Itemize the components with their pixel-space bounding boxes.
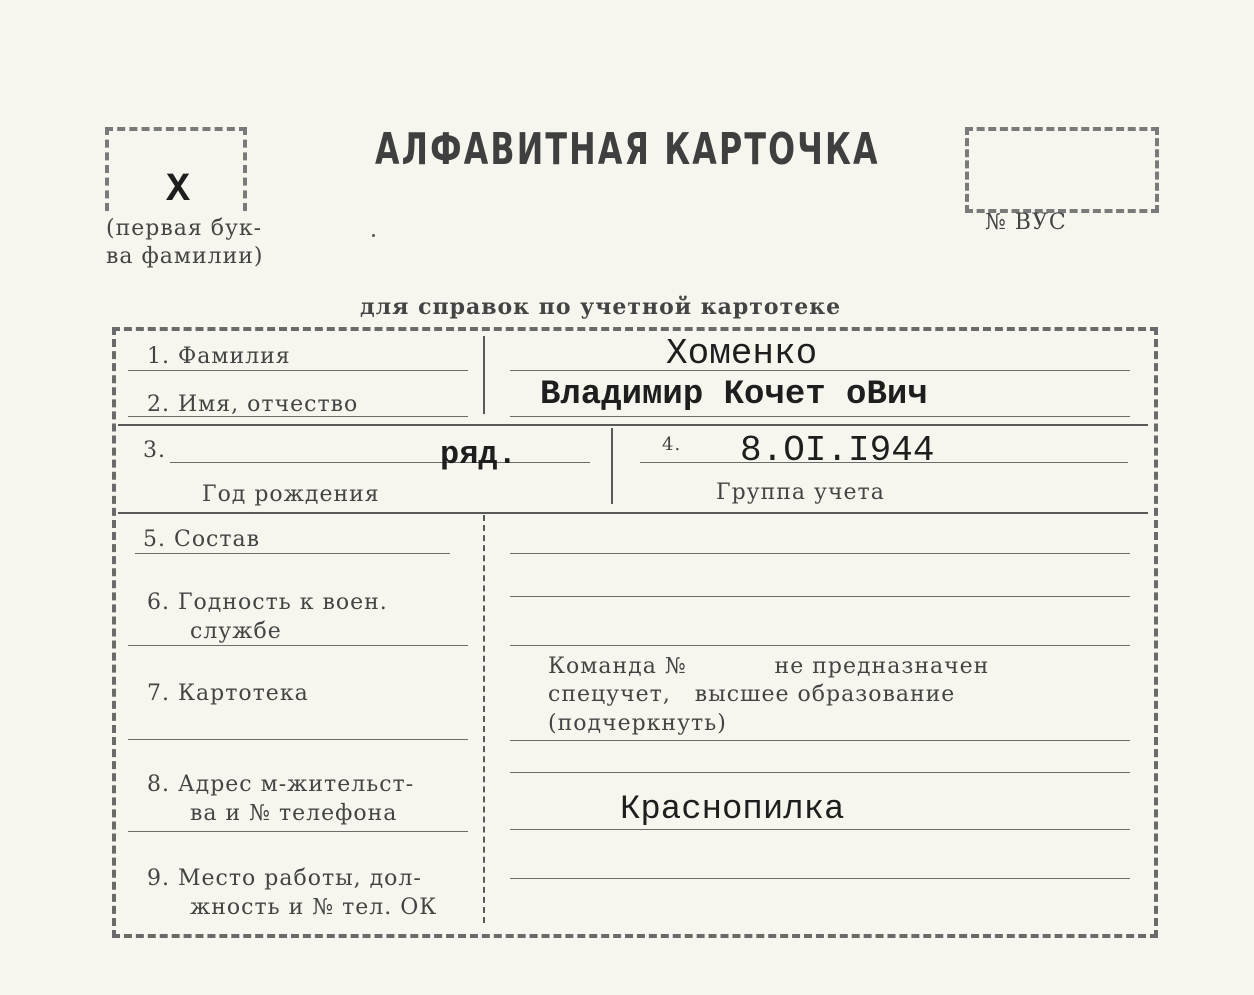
field-file-note-line3: (подчеркнуть)	[548, 711, 727, 736]
first-letter-caption-line2: ва фамилии)	[106, 244, 264, 269]
field-work-label-line1: 9. Место работы, дол-	[147, 866, 422, 891]
field-birth-number: 3.	[143, 438, 166, 463]
field-composition-value-line	[510, 553, 1130, 554]
row-separator-2	[118, 512, 1148, 514]
field-address-label-line1: 8. Адрес м-жительст-	[147, 772, 415, 797]
first-letter-caption-line1: (первая бук-	[106, 216, 263, 241]
field-file-label: 7. Картотека	[147, 681, 309, 706]
field-surname-value-line	[510, 370, 1130, 371]
field-address-label-line	[128, 831, 468, 832]
field-birth-line	[170, 462, 590, 463]
field-address-value-line	[510, 829, 1130, 830]
field-work-value-line	[510, 878, 1130, 879]
field-group-value: 8.OI.I944	[740, 430, 935, 471]
divider-vertical-birth	[611, 428, 613, 504]
field-group-caption: Группа учета	[716, 480, 885, 505]
field-fitness-value-line	[510, 645, 1130, 646]
field-file-label-line	[128, 739, 468, 740]
field-birth-caption: Год рождения	[202, 482, 380, 507]
card-title: АЛФАВИТНАЯ КАРТОЧКА	[375, 124, 880, 175]
field-extra-value-line	[510, 596, 1130, 597]
field-address-value: Краснопилка	[620, 791, 845, 829]
card-subtitle: для справок по учетной картотеке	[360, 294, 842, 320]
vus-box	[965, 127, 1159, 213]
field-composition-label: 5. Состав	[143, 527, 261, 552]
field-file-note-line1: Команда № не предназначен	[548, 654, 990, 679]
first-letter-value: Х	[166, 168, 191, 213]
divider-vertical-name	[483, 336, 485, 414]
field-surname-label: 1. Фамилия	[147, 344, 291, 369]
field-surname-value: Хоменко	[666, 333, 818, 374]
field-fitness-label-line2: службе	[190, 619, 282, 644]
field-name-label: 2. Имя, отчество	[147, 392, 359, 417]
field-name-label-line	[128, 416, 468, 417]
field-work-label-line2: жность и № тел. ОК	[190, 895, 438, 920]
field-fitness-label-line	[128, 645, 468, 646]
field-birth-value: ряд.	[440, 436, 517, 473]
ink-dot	[372, 234, 375, 237]
field-surname-label-line	[128, 370, 468, 371]
field-composition-label-line	[135, 553, 450, 554]
field-name-value: Владимир Кочет оВич	[540, 376, 928, 414]
divider-vertical-main	[483, 515, 485, 923]
field-file-note-line2: спецучет, высшее образование	[548, 682, 956, 707]
field-fitness-label-line1: 6. Годность к воен.	[147, 590, 388, 615]
field-name-value-line	[510, 416, 1130, 417]
field-group-number: 4.	[662, 434, 682, 455]
field-address-label-line2: ва и № телефона	[190, 801, 398, 826]
vus-label: № ВУС	[985, 210, 1067, 235]
field-file-value-line	[510, 740, 1130, 741]
row-separator-1	[118, 424, 1148, 426]
field-address-extra-line	[510, 772, 1130, 773]
